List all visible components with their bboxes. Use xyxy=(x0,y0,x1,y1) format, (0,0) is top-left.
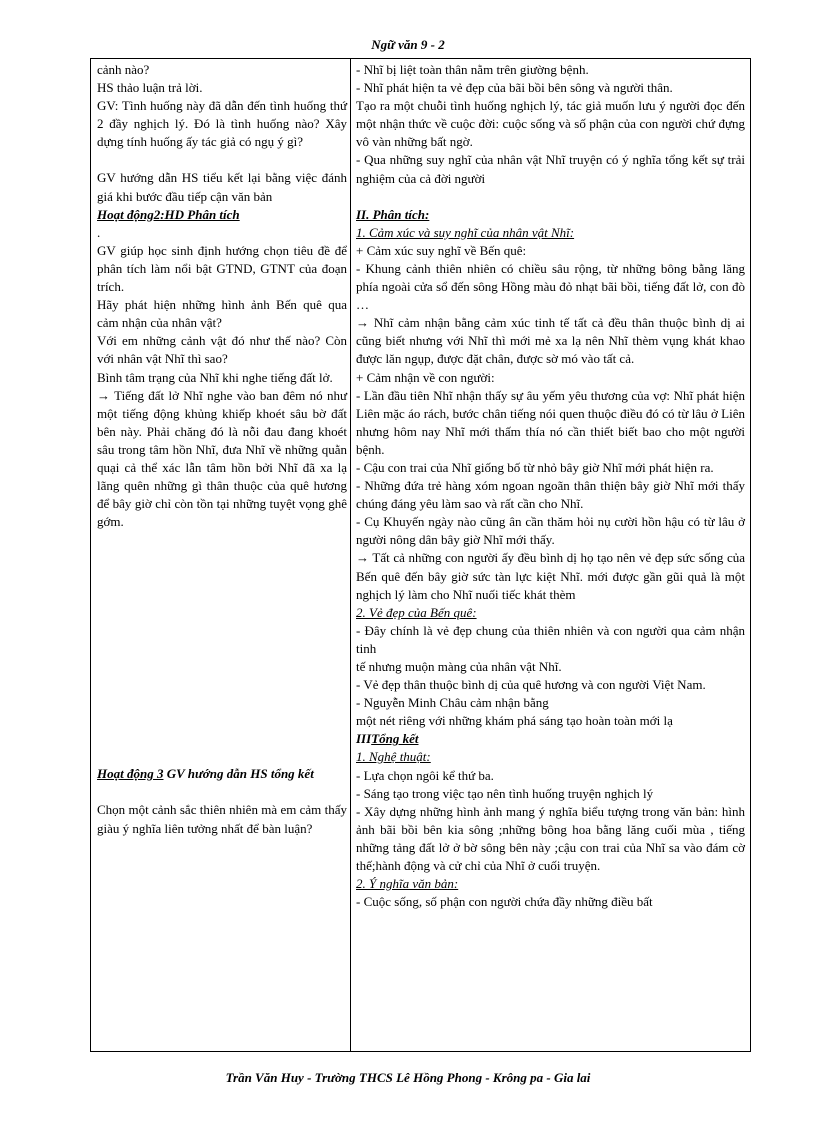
activity-3-title: GV hướng dẫn HS tổng kết xyxy=(163,766,314,782)
content-column xyxy=(356,61,745,911)
right-text: - Nhĩ phát hiện ta vẻ đẹp của bãi bồi bên sông và người thân. xyxy=(356,80,673,96)
right-text: + Cảm nhận về con người: xyxy=(356,369,495,385)
right-text: - Nguyễn Minh Châu cảm nhận bằng xyxy=(356,695,549,711)
left-text: Bình tâm trạng của Nhĩ khi nghe tiếng đất lở. xyxy=(97,369,333,385)
right-text: Tạo ra một chuỗi tình huống nghịch lý, tác giả muốn lưu ý người đọc đến một nhận thức về cuộc đời: cuộc sống và số phận của con người chứ đựng vô vàn những bất ngờ. xyxy=(356,98,745,150)
right-text: - Nhĩ bị liệt toàn thân nằm trên giường bệnh. xyxy=(356,62,589,77)
right-text: → Tất cả những con người ấy đều bình dị họ tạo nên vẻ đẹp sức sống của Bến quê đến bây giờ sức tàn lực kiệt Nhĩ. mới được gần gũi quả là một nghịch lý làm cho Nhĩ nuối tiếc khát thèm xyxy=(356,550,745,602)
right-text: + Cảm xúc suy nghĩ về Bến quê: xyxy=(356,242,527,258)
right-text: một nét riêng với những khám phá sáng tạo hoàn toàn mới lạ xyxy=(356,713,673,729)
right-text: - Xây dựng những hình ảnh mang ý nghĩa biểu tượng trong văn bản: hình ảnh bãi bồi bên kia sông ;những bông hoa bằng lăng cuối mùa , tiếng những tảng đất lở ở bờ sông bên này ;cậu con trai của Nhĩ sa vào đám cờ thế;hành động và cử chỉ của Nhĩ ở cuối truyện. xyxy=(356,803,745,874)
right-text: - Khung cảnh thiên nhiên có chiều sâu rộng, từ những bông bằng lăng phía ngoài cửa sổ đến sông Hồng màu đỏ nhạt bãi bồi, tiếng đất lở, con đò … xyxy=(356,260,745,313)
teacher-activity-column xyxy=(97,61,347,838)
left-text: GV giúp học sinh định hướng chọn tiêu đề để phân tích làm nổi bật GTND, GTNT của đoạn trích. xyxy=(97,242,347,295)
left-text: cảnh nào? xyxy=(97,62,150,77)
right-text: - Cụ Khuyến ngày nào cũng ân cần thăm hỏi nụ cười hồn hậu có từ lâu ở người nông dân bây giờ Nhĩ mới thấy. xyxy=(356,514,745,548)
right-text: - Cậu con trai của Nhĩ giống bố từ nhỏ bây giờ Nhĩ mới phát hiện ra. xyxy=(356,459,714,475)
right-text: - Qua những suy nghĩ của nhân vật Nhĩ truyện có ý nghĩa tổng kết sự trải nghiệm của cả đời người xyxy=(356,152,745,186)
right-text: tế nhưng muộn màng của nhân vật Nhĩ. xyxy=(356,659,562,674)
right-text: - Đây chính là vẻ đẹp chung của thiên nhiên và con người qua cảm nhận tinh xyxy=(356,622,745,656)
right-text: - Lần đầu tiên Nhĩ nhận thấy sự âu yếm yêu thương của vợ: Nhĩ phát hiện Liên mặc áo rách, bước chân tiếng nói quen thuộc điều đó có từ lâu ở Liên nhưng hôm nay Nhĩ mới thấm thía nó cần thiết biết bao cho một người bệnh. xyxy=(356,387,745,457)
subsection-3-2-heading: 2. Ý nghĩa văn bản: xyxy=(356,876,459,892)
right-text: - Những đứa trẻ hàng xóm ngoan ngoãn thân thiện bây giờ Nhĩ mới thấy chúng đáng yêu làm sao và rất cần cho Nhĩ. xyxy=(356,478,745,512)
lesson-table xyxy=(90,58,751,1052)
page-header: Ngữ văn 9 - 2 xyxy=(371,37,445,52)
subsection-2-2-heading: 2. Vẻ đẹp của Bến quê: xyxy=(356,604,477,620)
section-3-number: III xyxy=(356,731,372,747)
right-text: - Lựa chọn ngôi kể thứ ba. xyxy=(356,767,494,783)
right-text: - Sáng tạo trong việc tạo nên tình huống truyện nghịch lý xyxy=(356,785,654,801)
left-text: Chọn một cảnh sắc thiên nhiên mà em cảm thấy giàu ý nghĩa liên tưởng nhất để bàn luận? xyxy=(97,802,347,836)
right-text: - Cuộc sống, số phận con người chứa đầy những điều bất xyxy=(356,894,653,910)
section-3-heading xyxy=(356,730,745,748)
right-text: → Nhĩ cảm nhận bằng cảm xúc tinh tế tất cả đều thân thuộc bình dị ai cũng biết nhưng với Nhĩ thì mới mẻ xa lạ nên Nhĩ thèm vụng khát khao được lăn ngụp, được đặt chân, được sờ mó vào tất cả. xyxy=(356,315,745,367)
column-divider xyxy=(350,59,351,1051)
subsection-2-1-heading: 1. Cảm xúc và suy nghĩ của nhân vật Nhĩ: xyxy=(356,224,575,240)
left-text: . xyxy=(97,224,101,240)
right-text: - Vẻ đẹp thân thuộc bình dị của quê hương và con người Việt Nam. xyxy=(356,677,706,693)
left-text: GV hướng dẫn HS tiểu kết lại bằng việc đánh giá khi bước đầu tiếp cận văn bản xyxy=(97,170,347,204)
left-text: Hãy phát hiện những hình ảnh Bến quê qua cảm nhận của nhân vật? xyxy=(97,297,347,331)
activity-3-label: Hoạt động 3 xyxy=(97,766,164,782)
left-text: Với em những cảnh vật đó như thế nào? Còn với nhân vật Nhĩ thì sao? xyxy=(97,333,347,367)
section-3-title: Tổng kết xyxy=(371,731,419,747)
activity-3-heading xyxy=(97,765,347,783)
section-2-heading: II. Phân tích: xyxy=(356,206,430,222)
left-text: → Tiếng đất lở Nhĩ nghe vào ban đêm nó như một tiếng động khủng khiếp khoét sâu bờ đất bên này. Phải chăng đó là nỗi đau đang khoét sâu trong tâm hồn Nhĩ, đưa Nhĩ về những quằn quại cả thể xác lẫn tâm hồn bởi Nhĩ đã xa lạ lãng quên những gì thân thuộc của quê hương để bây giờ chỉ còn tồn tại những tuyệt vọng ghê gớm. xyxy=(97,387,347,530)
activity-2-heading: Hoạt động2:HD Phân tích xyxy=(97,206,240,222)
subsection-3-1-heading: 1. Nghệ thuật: xyxy=(356,749,431,765)
left-text: HS thảo luận trả lời. xyxy=(97,80,203,96)
left-text: GV: Tình huống này đã dẫn đến tình huống thứ 2 đầy nghịch lý. Đó là tình huống nào? Xây dựng tính huống ấy tác giả có ngụ ý gì? xyxy=(97,98,347,150)
page-footer: Trần Văn Huy - Trường THCS Lê Hồng Phong - Krông pa - Gia lai xyxy=(225,1070,591,1085)
